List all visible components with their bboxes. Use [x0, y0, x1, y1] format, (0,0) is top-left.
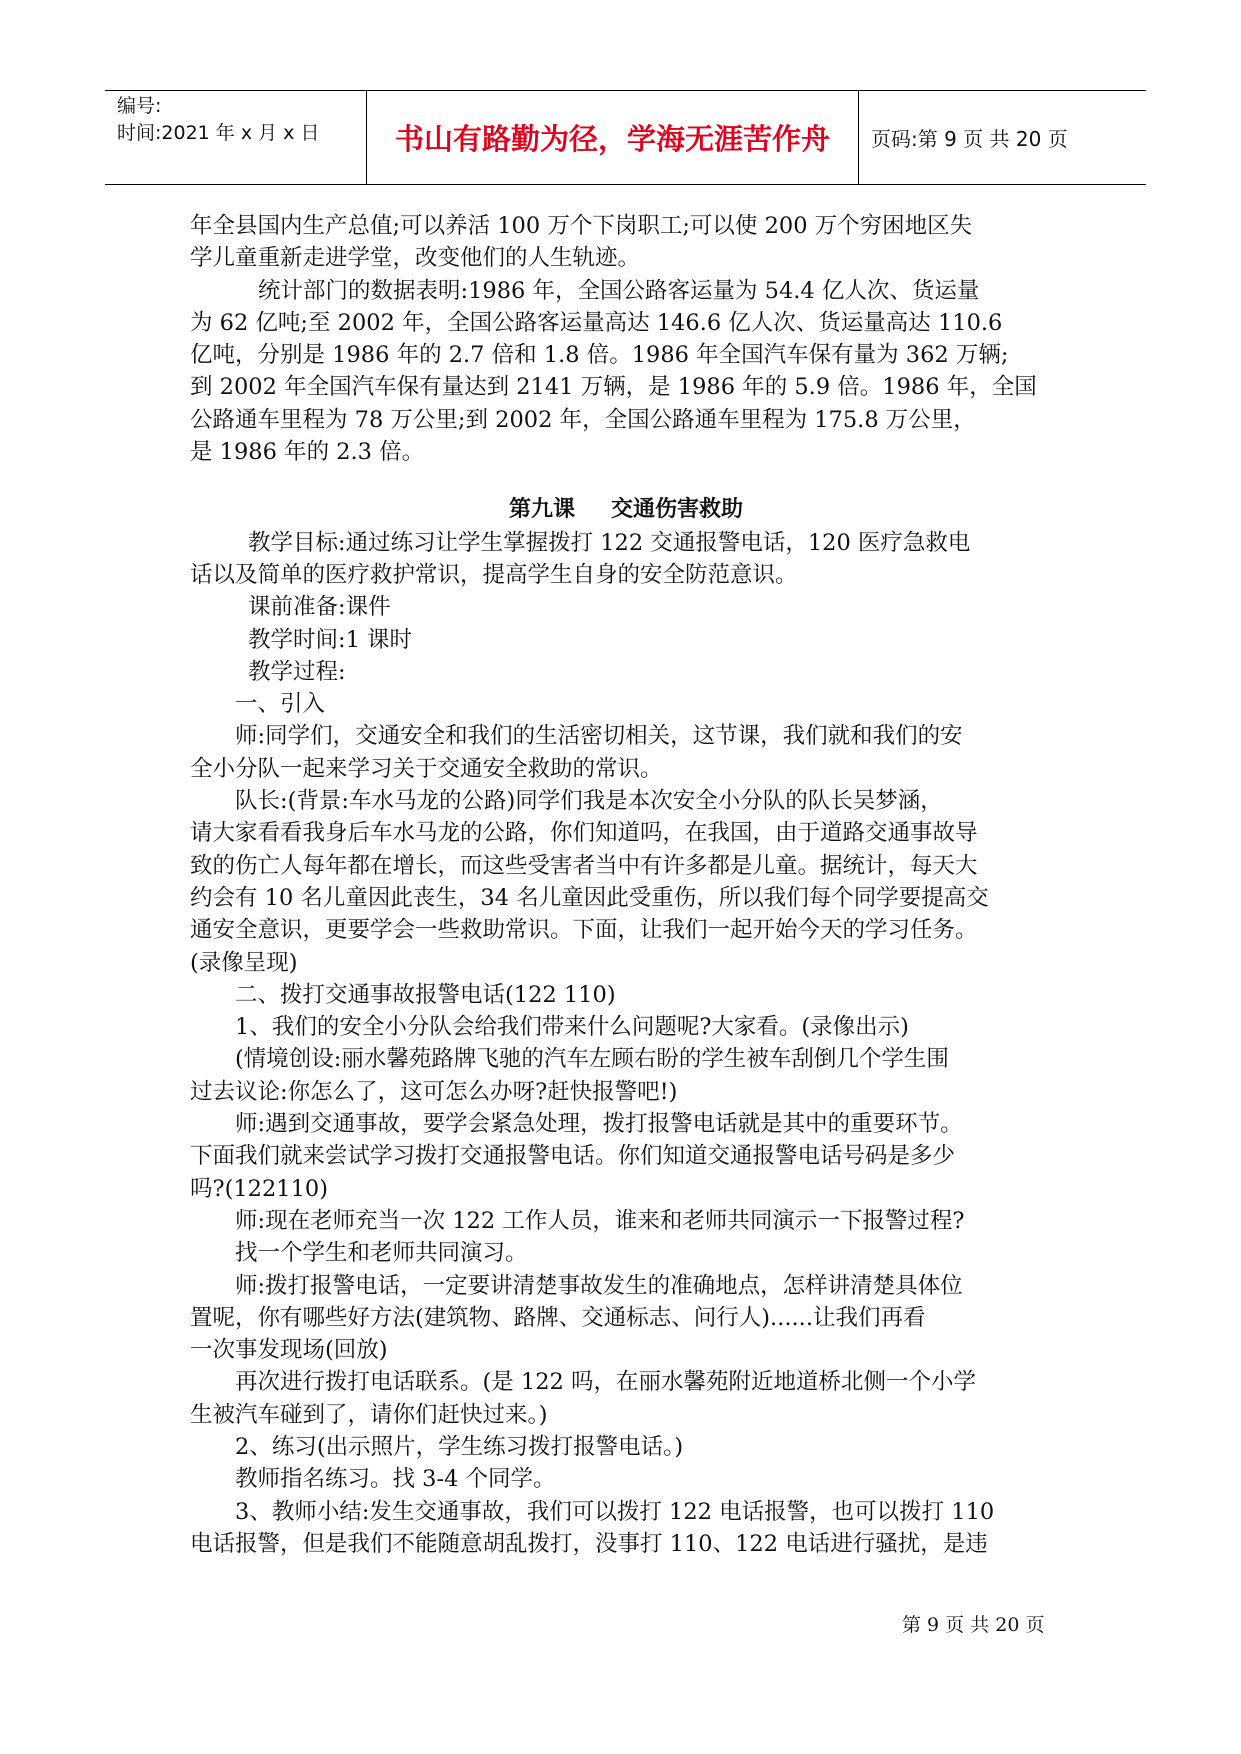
text-line: 约会有 10 名儿童因此丧生，34 名儿童因此受重伤，所以我们每个同学要提高交 [190, 884, 989, 911]
header-meta [105, 91, 367, 184]
text-line: 电话报警，但是我们不能随意胡乱拨打，没事打 110、122 电话进行骚扰，是违 [190, 1530, 988, 1557]
text-line: 请大家看看我身后车水马龙的公路，你们知道吗，在我国，由于道路交通事故导 [190, 820, 978, 847]
text-line: 到 2002 年全国汽车保有量达到 2141 万辆，是 1986 年的 5.9 倍。1986 年，全国 [190, 374, 1037, 401]
document-body [190, 210, 1062, 1560]
text-line: 公路通车里程为 78 万公里;到 2002 年，全国公路通车里程为 175.8 万公里， [190, 406, 976, 433]
text-line: 再次进行拨打电话联系。(是 122 吗，在丽水馨苑附近地道桥北侧一个小学 [235, 1369, 977, 1396]
text-line: 教学过程: [248, 658, 346, 685]
lesson-number: 第九课 [508, 497, 575, 523]
text-line: 师:现在老师充当一次 122 工作人员，谁来和老师共同演示一下报警过程? [235, 1207, 965, 1234]
text-line: 过去议论:你怎么了，这可怎么办呀?赶快报警吧!) [190, 1078, 678, 1105]
text-line: 话以及简单的医疗救护常识，提高学生自身的安全防范意识。 [190, 561, 798, 588]
page-footer: 第 9 页 共 20 页 [902, 1614, 1045, 1636]
page-header [105, 90, 1146, 185]
text-line: 1、我们的安全小分队会给我们带来什么问题呢?大家看。(录像出示) [235, 1014, 909, 1041]
text-line: (情境创设:丽水馨苑路牌飞驰的汽车左顾右盼的学生被车刮倒几个学生围 [235, 1046, 949, 1073]
text-line: 致的伤亡人每年都在增长，而这些受害者当中有许多都是儿童。据统计，每天大 [190, 852, 978, 879]
text-line: 下面我们就来尝试学习拨打交通报警电话。你们知道交通报警电话号码是多少 [190, 1143, 956, 1170]
text-line: 2、练习(出示照片，学生练习拨打报警电话。) [235, 1433, 684, 1460]
text-line: 师:拨打报警电话，一定要讲清楚事故发生的准确地点，怎样讲清楚具体位 [235, 1272, 963, 1299]
text-line: 师:同学们，交通安全和我们的生活密切相关，这节课，我们就和我们的安 [235, 723, 963, 750]
section-heading: 二、拨打交通事故报警电话(122 110) [235, 981, 616, 1008]
lesson-heading [190, 494, 1062, 526]
header-page-info: 页码:第 9 页 共 20 页 [871, 127, 1068, 151]
header-motto: 书山有路勤为径，学海无涯苦作舟 [367, 91, 859, 184]
lesson-title: 交通伤害救助 [611, 497, 744, 523]
doc-number-label: 编号: [117, 95, 162, 117]
text-line: 亿吨，分别是 1986 年的 2.7 倍和 1.8 倍。1986 年全国汽车保有量为 362 万辆; [190, 342, 1009, 369]
text-line: 生被汽车碰到了，请你们赶快过来。) [190, 1401, 548, 1428]
text-line: 一次事发现场(回放) [190, 1337, 388, 1364]
text-line: 置呢，你有哪些好方法(建筑物、路牌、交通标志、问行人)......让我们再看 [190, 1304, 926, 1331]
text-line: 为 62 亿吨;至 2002 年，全国公路客运量高达 146.6 亿人次、货运量高达 110.6 [190, 309, 1003, 336]
text-line: (录像呈现) [190, 949, 298, 976]
text-line: 年全县国内生产总值;可以养活 100 万个下岗职工;可以使 200 万个穷困地区失 [190, 213, 973, 239]
text-line: 师:遇到交通事故，要学会紧急处理，拨打报警电话就是其中的重要环节。 [235, 1111, 963, 1138]
text-line: 3、教师小结:发生交通事故，我们可以拨打 122 电话报警，也可以拨打 110 [235, 1498, 995, 1525]
text-line: 全小分队一起来学习关于交通安全救助的常识。 [190, 755, 663, 782]
text-line: 找一个学生和老师共同演习。 [235, 1240, 528, 1267]
text-line: 课前准备:课件 [248, 594, 391, 621]
doc-time-label: 时间:2021 年 x 月 x 日 [117, 122, 320, 144]
text-line: 是 1986 年的 2.3 倍。 [190, 439, 425, 466]
text-line: 教师指名练习。找 3-4 个同学。 [235, 1466, 556, 1493]
text-line: 通安全意识，更要学会一些救助常识。下面，让我们一起开始今天的学习任务。 [190, 917, 978, 944]
section-heading: 一、引入 [235, 691, 326, 718]
text-line: 队长:(背景:车水马龙的公路)同学们我是本次安全小分队的队长吴梦涵， [235, 788, 943, 815]
text-line: 教学目标:通过练习让学生掌握拨打 122 交通报警电话，120 医疗急救电 [248, 529, 971, 556]
text-line: 学儿童重新走进学堂，改变他们的人生轨迹。 [190, 245, 641, 272]
text-line: 统计部门的数据表明:1986 年，全国公路客运量为 54.4 亿人次、货运量 [258, 277, 980, 304]
text-line: 教学时间:1 课时 [248, 626, 413, 653]
text-line: 吗?(122110) [190, 1175, 329, 1202]
